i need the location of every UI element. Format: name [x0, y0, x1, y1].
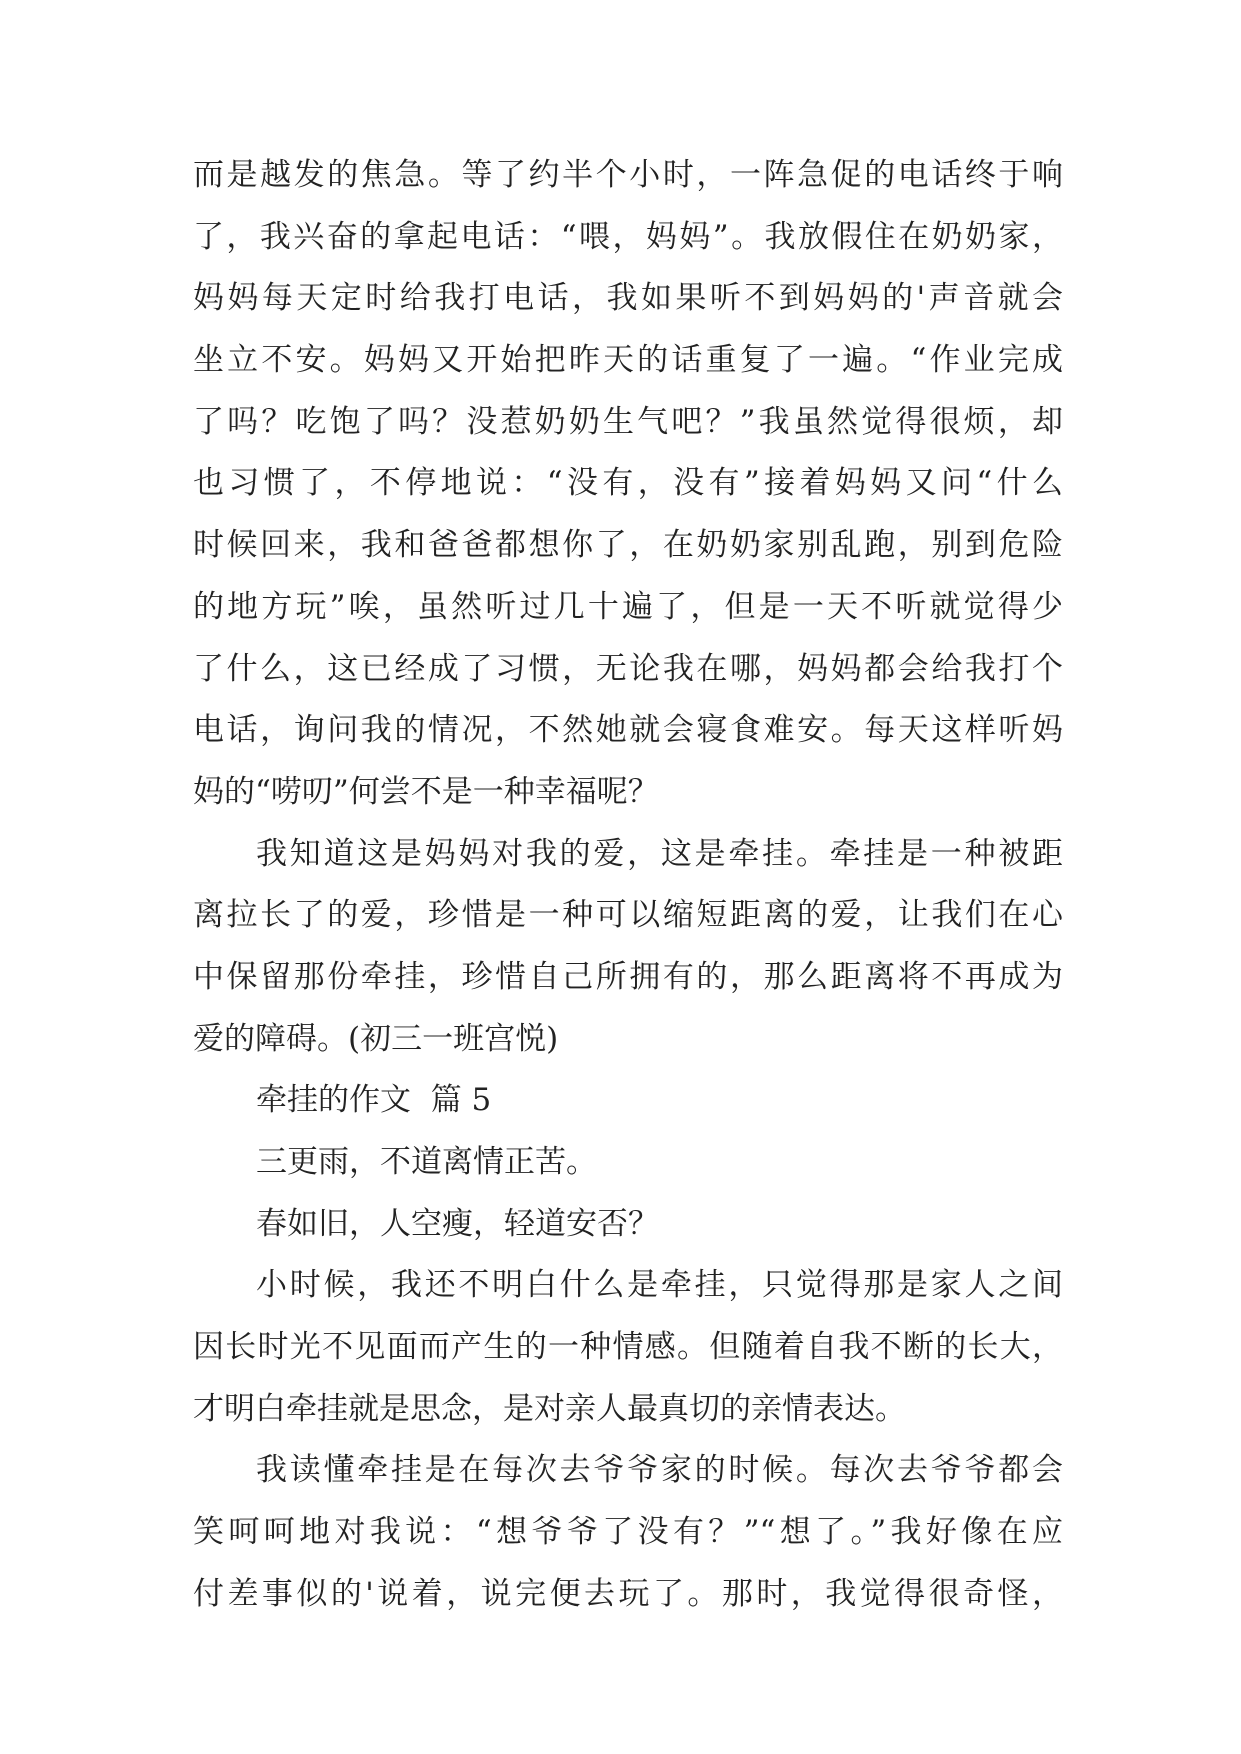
- text-line: 也习惯了，不停地说：“没有，没有”接着妈妈又问“什么: [193, 465, 1063, 502]
- text-line: 爱的障碍。(初三一班宫悦): [193, 1020, 559, 1057]
- text-line: 才明白牵挂就是思念，是对亲人最真切的亲情表达。: [193, 1390, 906, 1427]
- text-line: 小时候，我还不明白什么是牵挂，只觉得那是家人之间: [256, 1267, 1063, 1304]
- text-line: 时候回来，我和爸爸都想你了，在奶奶家别乱跑，别到危险: [193, 527, 1063, 564]
- text-line: 离拉长了的爱，珍惜是一种可以缩短距离的爱，让我们在心: [193, 897, 1063, 934]
- text-line: 了，我兴奋的拿起电话：“喂，妈妈”。我放假住在奶奶家，: [193, 218, 1063, 255]
- text-line: 而是越发的焦急。等了约半个小时，一阵急促的电话终于响: [193, 157, 1063, 193]
- poem-line: 春如旧，人空瘦，轻道安否？: [256, 1205, 659, 1242]
- text-line: 中保留那份牵挂，珍惜自己所拥有的，那么距离将不再成为: [193, 958, 1063, 995]
- body-text: [193, 145, 1063, 1626]
- poem-line: 三更雨，不道离情正苦。: [256, 1144, 597, 1180]
- text-line: 付差事似的'说着，说完便去玩了。那时，我觉得很奇怪，: [193, 1575, 1063, 1612]
- text-line: 了什么，这已经成了习惯，无论我在哪，妈妈都会给我打个: [193, 650, 1063, 687]
- text-line: 笑呵呵地对我说：“想爷爷了没有？”“想了。”我好像在应: [193, 1514, 1063, 1551]
- text-line: 了吗？吃饱了吗？没惹奶奶生气吧？”我虽然觉得很烦，却: [193, 403, 1063, 440]
- section-heading: 牵挂的作文 篇 5: [256, 1082, 492, 1119]
- text-line: 坐立不安。妈妈又开始把昨天的话重复了一遍。“作业完成: [193, 342, 1063, 379]
- text-line: 我知道这是妈妈对我的爱，这是牵挂。牵挂是一种被距: [256, 835, 1063, 872]
- text-line: 电话，询问我的情况，不然她就会寝食难安。每天这样听妈: [193, 712, 1063, 749]
- text-line: 我读懂牵挂是在每次去爷爷家的时候。每次去爷爷都会: [256, 1452, 1063, 1489]
- text-line: 妈妈每天定时给我打电话，我如果听不到妈妈的'声音就会: [193, 280, 1063, 317]
- text-line: 妈的“唠叨”何尝不是一种幸福呢？: [193, 773, 659, 810]
- text-line: 的地方玩”唉，虽然听过几十遍了，但是一天不听就觉得少: [193, 588, 1063, 625]
- text-line: 因长时光不见面而产生的一种情感。但随着自我不断的长大，: [193, 1329, 1063, 1366]
